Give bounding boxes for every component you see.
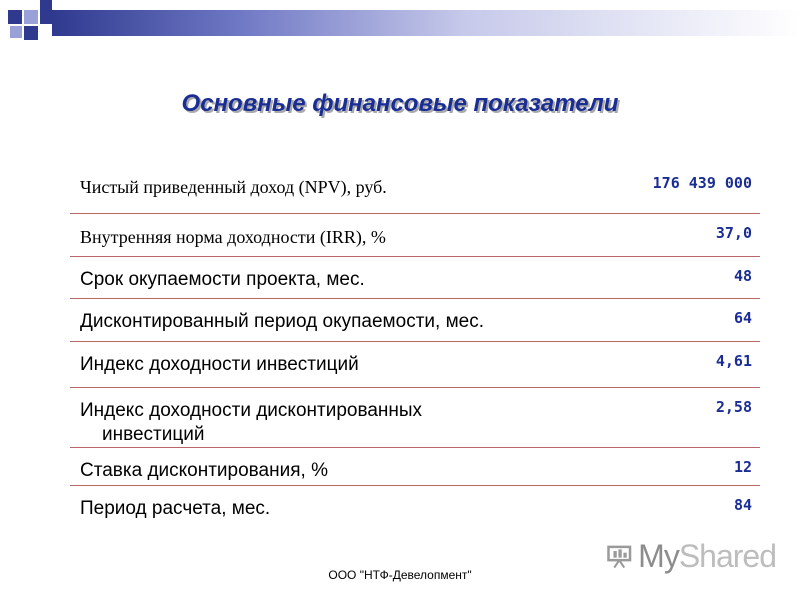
row-label: Дисконтированный период окупаемости, мес. (80, 311, 484, 332)
row-label: Срок окупаемости проекта, мес. (80, 269, 365, 290)
deco-square-4 (10, 26, 22, 38)
row-label: Внутренняя норма доходности (IRR), % (80, 227, 386, 247)
row-label-line2: инвестиций (102, 424, 205, 445)
row-label: Ставка дисконтирования, % (80, 460, 328, 481)
row-value: 2,58 (715, 398, 752, 416)
row-value: 37,0 (715, 224, 752, 242)
deco-square-3 (40, 0, 52, 24)
table-row (70, 299, 760, 342)
deco-square-5 (24, 26, 38, 40)
deco-square-1 (8, 10, 22, 24)
table-row (70, 164, 760, 214)
row-label: Чистый приведенный доход (NPV), руб. (80, 177, 387, 197)
row-value: 176 439 000 (652, 174, 752, 192)
table-row (70, 448, 760, 486)
table-row (70, 214, 760, 257)
deco-square-2 (24, 10, 38, 24)
table-row (70, 257, 760, 299)
row-value: 84 (733, 496, 752, 514)
row-label-line1: Индекс доходности дисконтированных (80, 400, 423, 421)
presentation-board-icon (606, 541, 634, 571)
table-row (70, 342, 760, 388)
table-row (70, 486, 760, 526)
slide-title: Основные финансовые показатели (181, 90, 619, 117)
row-label: Индекс доходности инвестиций (80, 354, 359, 375)
slide-footer: ООО "НТФ-Девелопмент" (328, 568, 472, 582)
row-value: 4,61 (715, 352, 752, 370)
row-value: 64 (733, 309, 752, 327)
table-row (70, 388, 760, 448)
indicators-table (70, 164, 760, 526)
row-value: 48 (733, 267, 752, 285)
header-gradient-bar (52, 10, 800, 36)
row-label: Период расчета, мес. (80, 498, 271, 519)
row-label (70, 388, 422, 447)
logo-wordmark: MyShared (638, 537, 776, 574)
row-value: 12 (733, 458, 752, 476)
